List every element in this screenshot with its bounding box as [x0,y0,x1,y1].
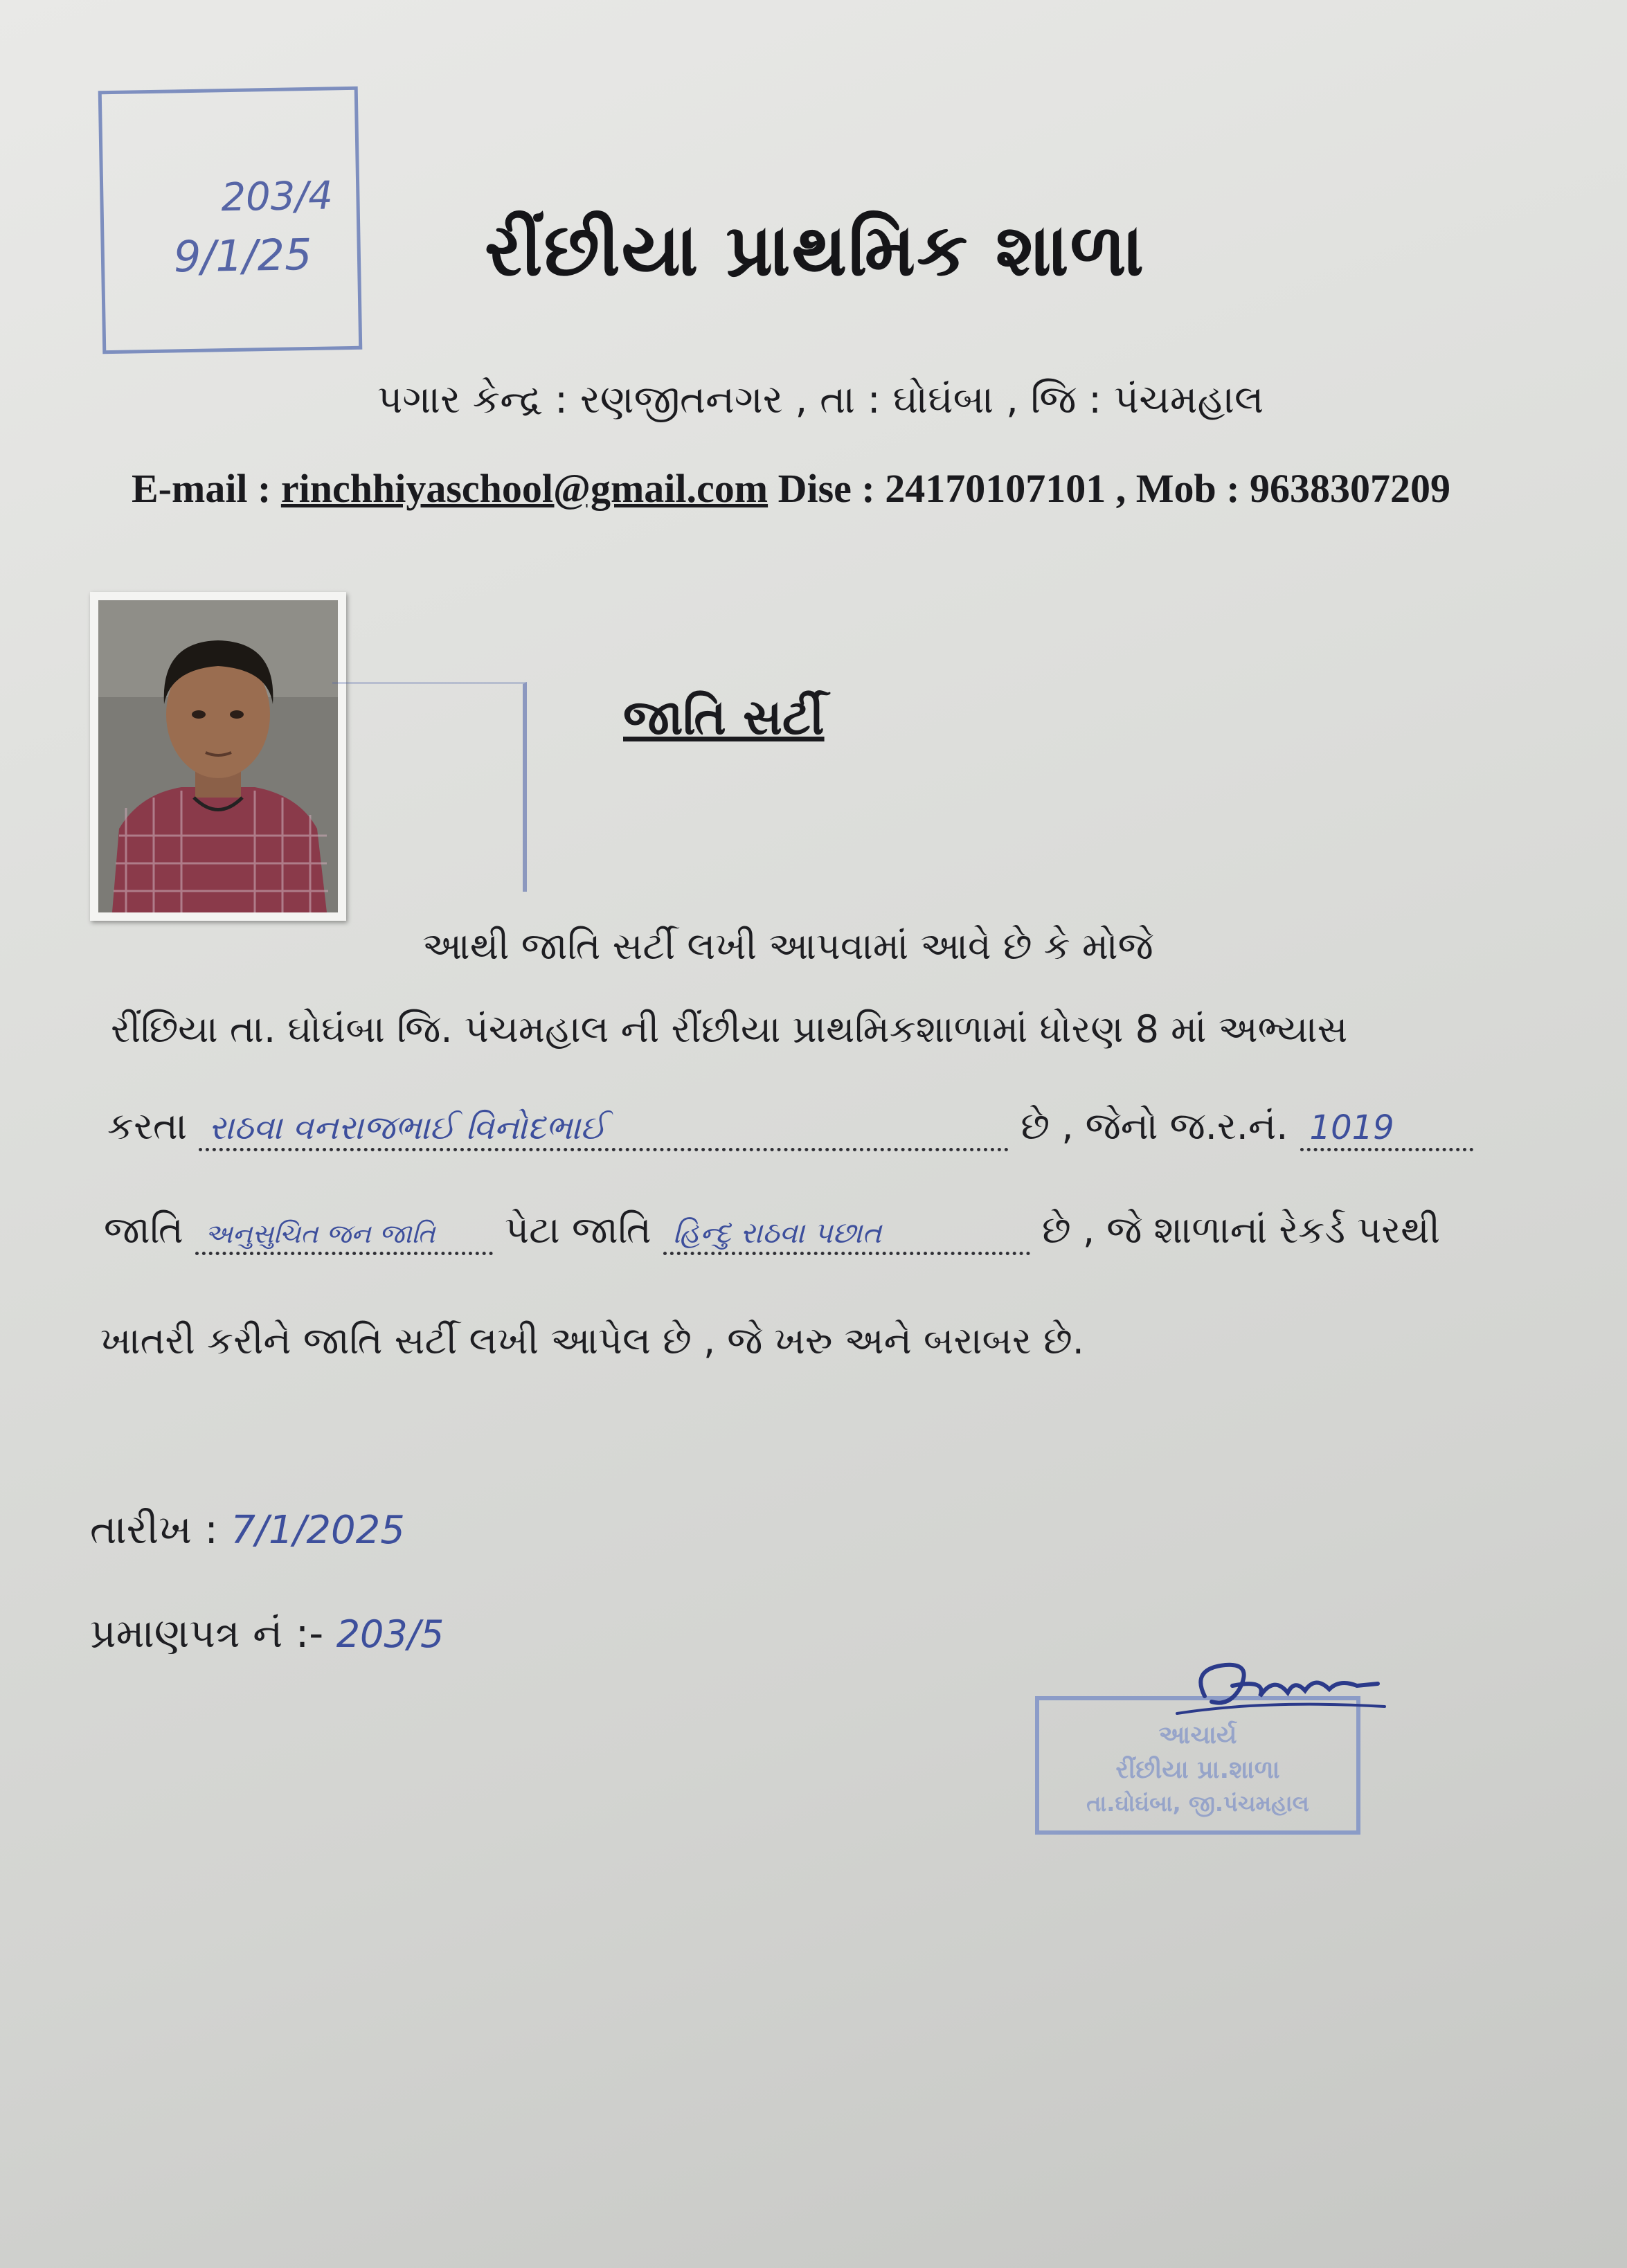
sub-caste-value: હિન્દુ રાઠવા પછાત [672,1216,882,1250]
student-photo-image [98,600,338,912]
body-line-5: ખાતરી કરીને જાતિ સર્ટી લખી આપેલ છે , જે ખરુ અને બરાબર છે. [100,1319,1084,1362]
inward-date: 9/1/25 [173,228,313,282]
line4-mid: પેટા જાતિ [492,1208,663,1252]
certificate-number-row [90,1610,444,1657]
line3-prefix: કરતા [107,1104,199,1148]
line4-suffix: છે , જે શાળાનાં રેકર્ડ પરથી [1030,1208,1441,1252]
principal-stamp-line-1: આચાર્ય [1158,1721,1237,1749]
student-name-value: રાઠવા વનરાજભાઈ વિનોદભાઈ [208,1108,606,1147]
gr-number-value: 1019 [1309,1108,1394,1147]
principal-signature [1163,1648,1392,1731]
school-name: રીંછીયા પ્રાથમિક શાળા [485,208,1146,292]
sub-caste-field [663,1208,1030,1255]
principal-stamp-line-3: તા.ઘોઘંબા, જી.પંચમહાલ [1086,1790,1309,1817]
body-line-4 [104,1208,1440,1255]
line4-prefix: જાતિ [104,1208,195,1252]
date-value: 7/1/2025 [231,1508,405,1553]
line3-mid: છે , જેનો જ.ર.નં. [1009,1104,1300,1148]
school-address: પગાર કેન્દ્ર : રણજીતનગર , તા : ઘોઘંબા , જિ : પંચમહાલ [377,377,1264,422]
body-line-2: રીંછિયા તા. ઘોઘંબા જિ. પંચમહાલ ની રીંછીયા પ્રાથમિકશાળામાં ધોરણ 8 માં અભ્યાસ [111,1007,1348,1051]
gr-number-field [1300,1104,1473,1151]
body-line-3 [107,1104,1473,1151]
dise-mobile: Dise : 24170107101 , Mob : 9638307209 [768,466,1451,511]
date-label: તારીખ : [90,1506,231,1553]
email-label: E-mail : [132,466,281,511]
contact-line [132,465,1450,512]
body-line-1: આથી જાતિ સર્ટી લખી આપવામાં આવે છે કે મોજે [422,924,1153,968]
faint-stamp-mark [332,682,527,892]
inward-stamp [98,87,363,354]
email-link[interactable]: rinchhiyaschool@gmail.com [280,466,768,511]
inward-number: 203/4 [220,173,334,221]
student-name-field [199,1104,1009,1151]
certificate-number-label: પ્રમાણપત્ર નં :- [90,1610,336,1657]
certificate-number-value: 203/5 [336,1612,444,1656]
caste-field [195,1208,493,1255]
student-photo [90,592,346,921]
caste-value: અનુસુચિત જન જાતિ [204,1218,435,1249]
date-row [90,1506,405,1554]
principal-stamp-line-2: રીંછીયા પ્રા.શાળા [1115,1756,1280,1784]
certificate-heading: જાતિ સર્ટી [623,689,825,746]
